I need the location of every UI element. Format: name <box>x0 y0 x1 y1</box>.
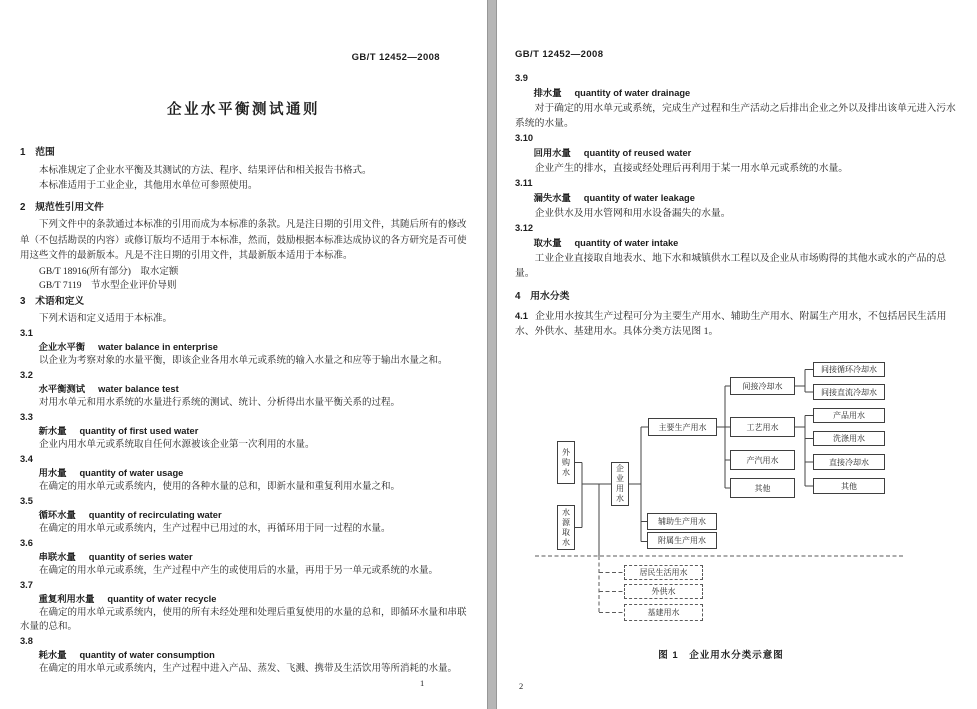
fig-box-purchased-water: 外购水 <box>557 441 575 484</box>
term-3-9 <box>515 71 961 131</box>
fig-box-external-supply-water: 外供水 <box>624 584 703 599</box>
term-name-en: quantity of water intake <box>574 238 679 248</box>
term-name-zh: 新水量 <box>38 425 67 436</box>
section-2-heading: 2 规范性引用文件 <box>20 202 104 213</box>
page-number: 1 <box>420 678 425 688</box>
fig-box-direct-cooling-water: 直接冷却水 <box>813 454 885 470</box>
terms-list <box>20 326 473 676</box>
section-1-paragraph: 本标准规定了企业水平衡及其测试的方法、程序、结果评估和相关报告书格式。 <box>39 166 372 176</box>
term-definition: 以企业为考察对象的水量平衡，即该企业各用水单元或系统的输入水量之和应等于输出水量之和。 <box>39 355 448 366</box>
term-name-en: quantity of series water <box>88 551 193 562</box>
term-definition: 在确定的用水单元或系统，生产过程中产生的或使用后的水量，再用于另一单元或系统的水量。 <box>39 565 439 576</box>
term-name-en: water balance in enterprise <box>98 341 218 352</box>
term-3-5 <box>20 494 473 536</box>
term-number: 3.6 <box>20 537 33 548</box>
term-name-zh: 回用水量 <box>533 148 571 158</box>
term-name-zh: 企业水平衡 <box>38 341 86 352</box>
term-3-7 <box>20 578 473 634</box>
section-3-heading: 3 术语和定义 <box>20 295 85 307</box>
section-3-intro: 下列术语和定义适用于本标准。 <box>39 313 173 324</box>
term-3-4 <box>20 452 473 494</box>
term-name-zh: 漏失水量 <box>533 193 571 203</box>
page2-body <box>515 71 961 339</box>
term-definition: 对用水单元和用水系统的水量进行系统的测试、统计、分析得出水量平衡关系的过程。 <box>39 397 401 408</box>
term-definition: 在确定的用水单元或系统内，使用的所有未经处理和处理后重复使用的水量的总和，即循环水量和串联水量的总和。 <box>20 607 467 632</box>
term-3-11 <box>515 176 961 221</box>
term-definition: 工业企业直接取自地表水、地下水和城镇供水工程以及企业从市场购得的其他水或水的产品的总量。 <box>515 253 947 279</box>
term-name-en: quantity of water recycle <box>107 593 217 604</box>
term-number: 3.8 <box>20 635 33 646</box>
clause-text: 企业用水按其生产过程可分为主要生产用水、辅助生产用水、附属生产用水，不包括居民生活用水、外供水、基建用水。具体分类方法见图 1。 <box>515 311 947 337</box>
term-3-3 <box>20 410 473 452</box>
term-3-2 <box>20 368 473 410</box>
term-3-10 <box>515 131 961 176</box>
term-number: 3.5 <box>20 495 33 506</box>
normative-reference: GB/T 7119 节水型企业评价导则 <box>39 280 177 291</box>
fig-box-indirect-once-through-cooling-water: 间接直流冷却水 <box>813 384 885 400</box>
figure-1-diagram <box>535 352 907 644</box>
section-1-heading: 1 范围 <box>20 147 55 158</box>
page1-body <box>20 145 473 676</box>
fig-box-product-water: 产品用水 <box>813 408 885 423</box>
term-name-en: quantity of reused water <box>583 148 692 158</box>
term-definition: 企业内用水单元或系统取自任何水源被该企业第一次利用的水量。 <box>39 439 315 450</box>
fig-box-construction-water: 基建用水 <box>624 604 703 621</box>
term-definition: 企业供水及用水管网和用水设备漏失的水量。 <box>534 208 731 219</box>
term-number: 3.4 <box>20 453 33 464</box>
fig-box-process-water: 工艺用水 <box>730 417 795 437</box>
fig-box-indirect-cooling-water: 间接冷却水 <box>730 377 795 395</box>
term-name-zh: 耗水量 <box>38 649 67 660</box>
term-name-en: quantity of water consumption <box>79 649 215 660</box>
fig-box-other-process: 其他 <box>813 478 885 494</box>
term-number: 3.10 <box>515 133 534 143</box>
term-definition: 在确定的用水单元或系统内，生产过程中进入产品、蒸发、飞溅、携带及生活饮用等所消耗的水量。 <box>39 663 458 674</box>
term-definition: 企业产生的排水，直接或经处理后再利用于某一用水单元或系统的水量。 <box>534 163 849 174</box>
term-name-en: quantity of water drainage <box>574 88 691 98</box>
fig-box-other-main: 其他 <box>730 478 795 498</box>
section-4-heading: 4 用水分类 <box>515 291 570 302</box>
term-name-en: quantity of recirculating water <box>88 509 222 520</box>
term-name-zh: 水平衡测试 <box>38 383 86 394</box>
term-name-en: water balance test <box>98 383 179 394</box>
fig-box-auxiliary-production-water: 辅助生产用水 <box>647 513 717 530</box>
term-number: 3.2 <box>20 369 33 380</box>
fig-box-steam-generation-water: 产汽用水 <box>730 450 795 470</box>
term-definition: 对于确定的用水单元或系统，完成生产过程和生产活动之后排出企业之外以及排出该单元进入污水系统的水量。 <box>515 103 956 129</box>
fig-box-source-intake-water: 水源取水 <box>557 505 575 550</box>
running-head-standard-number: GB/T 12452—2008 <box>515 49 604 60</box>
figure-1-caption: 图 1 企业用水分类示意图 <box>658 650 784 661</box>
term-3-6 <box>20 536 473 578</box>
term-name-en: quantity of water leakage <box>583 193 695 203</box>
term-number: 3.9 <box>515 73 528 83</box>
term-number: 3.11 <box>515 178 533 188</box>
fig-box-main-production-water: 主要生产用水 <box>648 418 717 436</box>
term-name-zh: 用水量 <box>38 467 67 478</box>
term-name-zh: 循环水量 <box>38 509 76 520</box>
term-number: 3.7 <box>20 579 33 590</box>
page-number: 2 <box>519 681 524 691</box>
clause-4-1 <box>515 309 961 339</box>
section-1-paragraph: 本标准适用于工业企业，其他用水单位可参照使用。 <box>39 181 258 191</box>
fig-box-attached-production-water: 附属生产用水 <box>647 532 717 549</box>
fig-box-indirect-recirculating-cooling-water: 间接循环冷却水 <box>813 362 885 377</box>
document-page-2 <box>497 0 977 709</box>
document-page-1 <box>0 0 487 709</box>
term-name-zh: 串联水量 <box>38 551 76 562</box>
term-3-1 <box>20 326 473 368</box>
term-name-zh: 重复利用水量 <box>38 593 95 604</box>
term-number: 3.1 <box>20 327 33 338</box>
term-3-8 <box>20 634 473 676</box>
term-name-en: quantity of water usage <box>79 467 184 478</box>
document-title: 企业水平衡测试通则 <box>167 102 320 118</box>
fig-box-washing-water: 洗涤用水 <box>813 431 885 446</box>
term-number: 3.3 <box>20 411 33 422</box>
running-head-standard-number: GB/T 12452—2008 <box>351 52 440 63</box>
term-name-zh: 取水量 <box>533 238 562 248</box>
normative-reference: GB/T 18916(所有部分) 取水定额 <box>39 266 179 277</box>
term-number: 3.12 <box>515 223 534 233</box>
page-gutter <box>487 0 497 709</box>
term-name-en: quantity of first used water <box>79 425 199 436</box>
fig-box-enterprise-water: 企业用水 <box>611 462 629 506</box>
term-definition: 在确定的用水单元或系统内，使用的各种水量的总和，即新水量和重复利用水量之和。 <box>39 481 401 492</box>
fig-box-residential-water: 居民生活用水 <box>624 565 703 580</box>
section-2-paragraph: 下列文件中的条款通过本标准的引用而成为本标准的条款。凡是注日期的引用文件，其随后所有的修改单（不包括勘误的内容）或修订版均不适用于本标准，然而，鼓励根据本标准达成协议的各方研究是否可使用这些文件的最新版本。凡是不注日期的引用文件，其最新版本适用于本标准。 <box>20 220 467 261</box>
term-name-zh: 排水量 <box>533 88 562 98</box>
terms-list <box>515 71 961 281</box>
clause-number: 4.1 <box>515 311 528 321</box>
term-definition: 在确定的用水单元或系统内，生产过程中已用过的水，再循环用于同一过程的水量。 <box>39 523 391 534</box>
term-3-12 <box>515 221 961 281</box>
